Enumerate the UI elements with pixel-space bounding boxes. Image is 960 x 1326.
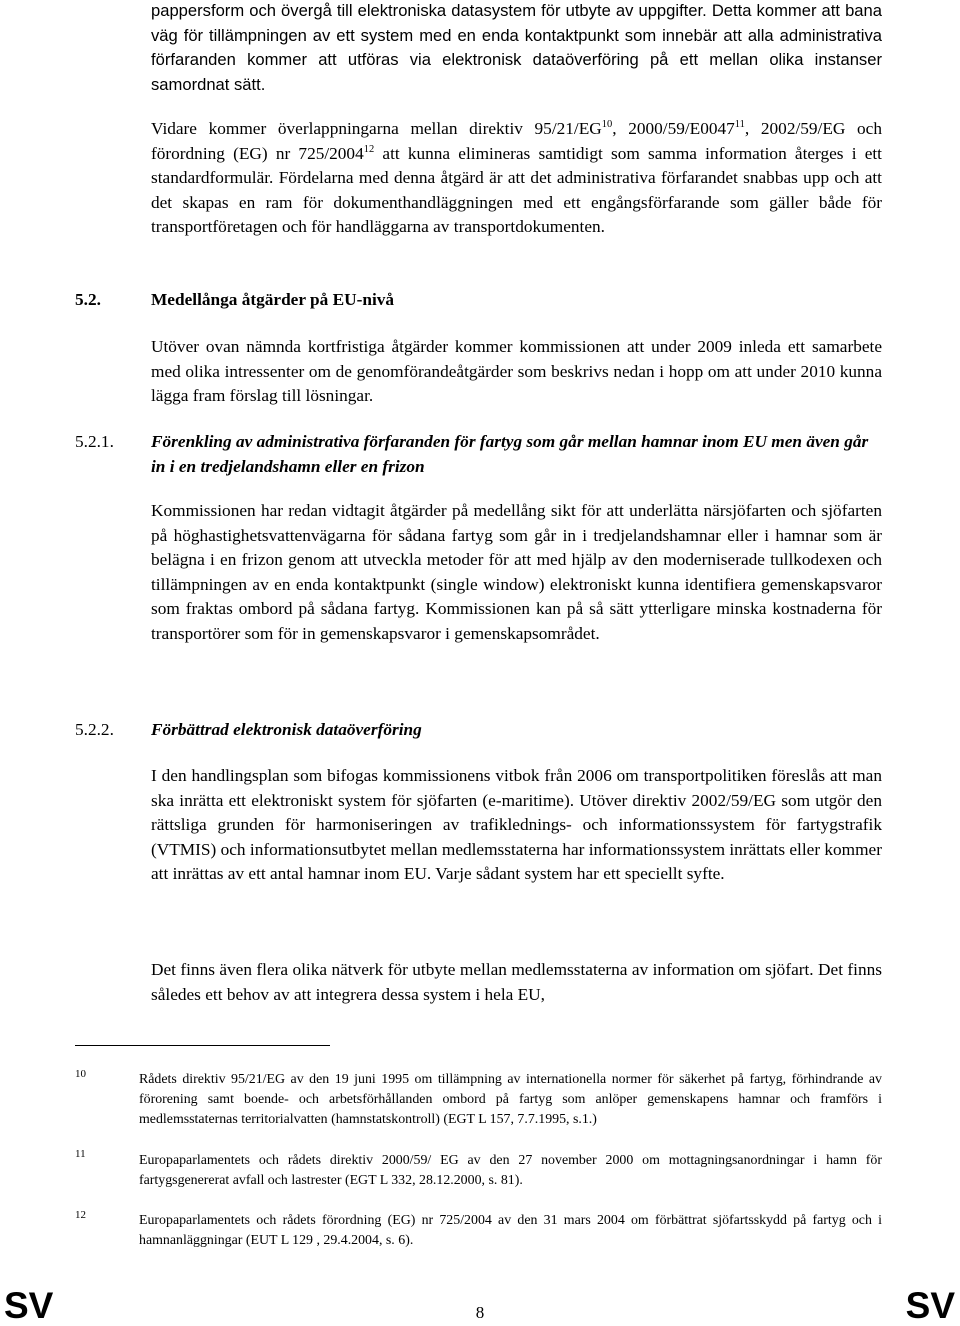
page-number: 8 — [475, 1303, 485, 1322]
overlap-text-b: , 2000/59/E0047 — [612, 119, 735, 138]
language-code-right: SV — [905, 1285, 955, 1326]
footnote-ref-11[interactable]: 11 — [734, 119, 745, 130]
section-5-2-paragraph: Utöver ovan nämnda kortfristiga åtgärder kommer kommissionen att under 2009 inleda ett samarbete med olika intressenter om de genomförandeåtgärder som beskrivs nedan i hopp om att under 2010 kunna lägga fram förslag till lösningar. — [151, 337, 882, 406]
overlap-text-c: , 2002/59/EG och förordning (EG) nr 725/2004 — [151, 119, 882, 163]
overlap-paragraph — [151, 117, 882, 240]
section-heading-5-2-2: Förbättrad elektronisk dataöverföring — [151, 720, 422, 739]
footnote-number-12: 12 — [75, 1209, 86, 1221]
footnote-number-10: 10 — [75, 1068, 86, 1080]
footnote-separator — [75, 1045, 330, 1046]
footnote-ref-10[interactable]: 10 — [601, 119, 613, 130]
section-5-2-2-paragraph-1: I den handlingsplan som bifogas kommissionens vitbok från 2006 om transportpolitiken föreslås att man ska inrätta ett elektroniskt system för sjöfarten (e-maritime). Utöver direktiv 2002/59/EG som utgör den rättsliga grunden för harmoniseringen av trafiklednings- och informationssystem för fartygstrafik (VTMIS) och informationsutbytet mellan medlemsstaterna har informationssystem inrättats eller kommer att inrättas av ett antal hamnar inom EU. Varje sådant system har ett speciellt syfte. — [151, 766, 882, 884]
overlap-text-d: att kunna elimineras samtidigt som samma information återges i ett standardformulär. Fördelarna med denna åtgärd är att det administrativa förfarandet snabbas upp och att det skapas en ram för dokumenthandläggningen med ett engångsförfarande som gäller både för transportföretagen och för handläggarna av transportdokumenten. — [151, 143, 882, 237]
footnote-number-11: 11 — [75, 1148, 86, 1160]
footnote-10-text: Rådets direktiv 95/21/EG av den 19 juni 1995 om tillämpning av internationella normer för säkerhet på fartyg, förhindrande av förorening samt boende- och arbetsförhållanden ombord på fartyg som anlöper gemenskapens hamnar och framförs i medlemsstaternas territorialvatten (hamnstatskontroll) (EGT L 157, 7.7.1995, s.1.) — [139, 1072, 882, 1127]
section-5-2-2-paragraph-2: Det finns även flera olika nätverk för utbyte mellan medlemsstaterna av information om sjöfart. Det finns således ett behov av att integrera dessa system i hela EU, — [151, 960, 882, 1004]
section-heading-5-2: Medellånga åtgärder på EU-nivå — [151, 290, 395, 309]
section-number-5-2: 5.2. — [75, 290, 101, 309]
footnote-ref-12[interactable]: 12 — [363, 143, 375, 155]
section-number-5-2-2: 5.2.2. — [75, 720, 114, 739]
section-heading-5-2-1: Förenkling av administrativa förfaranden för fartyg som går mellan hamnar inom EU men även går in i en tredjelandshamn eller en frizon — [151, 432, 869, 476]
footnote-12-text: Europaparlamentets och rådets förordning (EG) nr 725/2004 av den 31 mars 2004 om förbättrat sjöfartsskydd på fartyg och i hamnanläggningar (EUT L 129 , 29.4.2004, s. 6). — [139, 1213, 882, 1248]
overlap-text-a: Vidare kommer överlappningarna mellan direktiv 95/21/EG — [151, 119, 602, 138]
intro-paragraph: pappersform och övergå till elektroniska datasystem för utbyte av uppgifter. Detta kommer att bana väg för tillämpningen av ett system med en enda kontaktpunkt som innebär att alla administrativa förfaranden kommer att utföras via elektronisk dataöverföring på ett mellan olika instanser samordnat sätt. — [151, 1, 882, 94]
section-5-2-1-paragraph: Kommissionen har redan vidtagit åtgärder på medellång sikt för att underlätta närsjöfarten och sjöfarten på höghastighetsvattenvägarna för sådana fartyg som går in i tredjelandshamnar eller i hamnar som är belägna i en frizon genom att utveckla metoder för att med hjälp av den moderniserade tullkodexen och tillämpningen av en enda kontaktpunkt (single window) elektroniskt kunna identifiera gemenskapsvaror som fraktas ombord på sådana fartyg. Kommissionen kan på så sätt ytterligare minska kostnaderna för transportörer som för in gemenskapsvaror i gemenskapsområdet. — [151, 501, 882, 643]
footnote-11-text: Europaparlamentets och rådets direktiv 2000/59/ EG av den 27 november 2000 om mottagningsanordningar i hamn för fartygsgenererat avfall och lastrester (EGT L 332, 28.12.2000, s. 81). — [139, 1153, 882, 1188]
section-number-5-2-1: 5.2.1. — [75, 432, 114, 451]
language-code-left: SV — [4, 1285, 54, 1326]
